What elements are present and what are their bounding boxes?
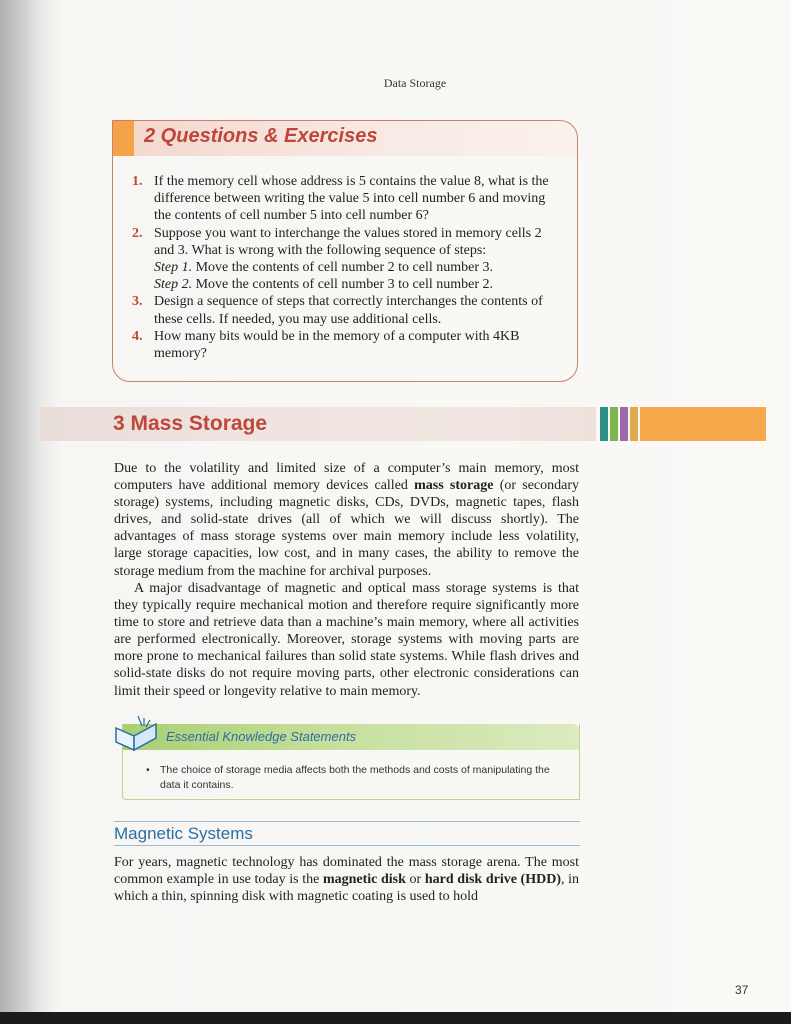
color-bar	[600, 407, 608, 441]
question-step	[154, 259, 562, 276]
question-number: 1.	[132, 174, 143, 189]
paragraph: A major disadvantage of magnetic and optical mass storage systems is that they typically require mechanical motion and therefore require significantly more time to store and retrieve data than a machine’s main memory, where all activities are performed electronically. Moreover, storage systems with moving parts are more prone to mechanical failures than solid state systems. While flash drives and solid-state disks do not require moving parts, other electronic considerations can limit their speed or longevity relative to main memory.	[114, 581, 579, 699]
question-number: 2.	[132, 225, 143, 241]
paragraph-text: Due to the volatility and limited size of a computer’s main memory, most computers have additional memory devices called	[114, 461, 579, 494]
step-text: Move the contents of cell number 2 to cell number 3.	[195, 260, 494, 276]
paragraph	[114, 854, 579, 905]
question-step	[154, 276, 562, 293]
bullet: •	[146, 764, 150, 776]
question-text: If the memory cell whose address is 5 contains the value 8, what is the difference between writing the value 5 into cell number 6 and moving the contents of cell number 5 into cell number 6?	[154, 174, 549, 224]
divider	[114, 821, 580, 822]
color-bar	[640, 407, 766, 441]
question-item	[132, 173, 562, 225]
question-item	[132, 225, 562, 294]
bold-term: hard disk drive (HDD)	[424, 872, 561, 888]
essential-knowledge-title: Essential Knowledge Statements	[166, 729, 357, 744]
open-book-icon	[112, 714, 160, 752]
page-number: 37	[735, 983, 749, 997]
question-text: Design a sequence of steps that correctly interchanges the contents of these cells. If needed, you may use additional cells.	[154, 294, 543, 327]
page-gutter	[0, 0, 28, 1024]
subsection-title: Magnetic Systems	[114, 824, 253, 843]
color-bar	[630, 407, 638, 441]
question-item	[132, 328, 562, 362]
running-head: Data Storage	[383, 76, 447, 90]
question-item	[132, 293, 562, 327]
paragraph-text: , in which a thin, spinning disk with magnetic coating is used to hold	[114, 872, 580, 905]
paragraph	[114, 460, 579, 580]
color-bar	[610, 407, 618, 441]
section-title: 3 Mass Storage	[113, 412, 268, 435]
paragraph-text: (or secondary storage) systems, including magnetic disks, CDs, DVDs, magnetic tapes, flash drives, and solid-state drives (all of which we will discuss shortly). The advantages of mass storage systems over main memory include less volatility, large storage capacities, low cost, and in many cases, the ability to remove the storage medium from the machine for archival purposes.	[114, 478, 579, 579]
question-text: How many bits would be in the memory of a computer with 4KB memory?	[154, 328, 520, 362]
question-text: Suppose you want to interchange the values stored in memory cells 2 and 3. What is wrong with the following sequence of steps:	[154, 225, 542, 258]
questions-title: 2 Questions & Exercises	[144, 125, 378, 147]
step-label: Step 2.	[154, 277, 193, 293]
color-bar	[620, 407, 628, 441]
page-bottom-edge	[0, 1012, 791, 1024]
divider	[114, 845, 580, 846]
questions-list	[132, 173, 562, 362]
section-color-bars	[600, 407, 766, 441]
bold-term: magnetic disk	[322, 872, 406, 888]
step-text: Move the contents of cell number 3 to cell number 2.	[195, 277, 494, 293]
paragraph-text: or	[405, 872, 425, 888]
bold-term: mass storage	[414, 478, 494, 494]
paragraph-text: For years, magnetic technology has dominated the mass storage arena. The most common example in use today is the	[114, 855, 579, 888]
essential-knowledge-text: The choice of storage media affects both the methods and costs of manipulating the data it contains.	[160, 764, 550, 791]
essential-knowledge-item	[146, 763, 566, 793]
question-number: 3.	[132, 294, 143, 310]
question-number: 4.	[132, 328, 143, 344]
step-label: Step 1.	[154, 260, 193, 276]
